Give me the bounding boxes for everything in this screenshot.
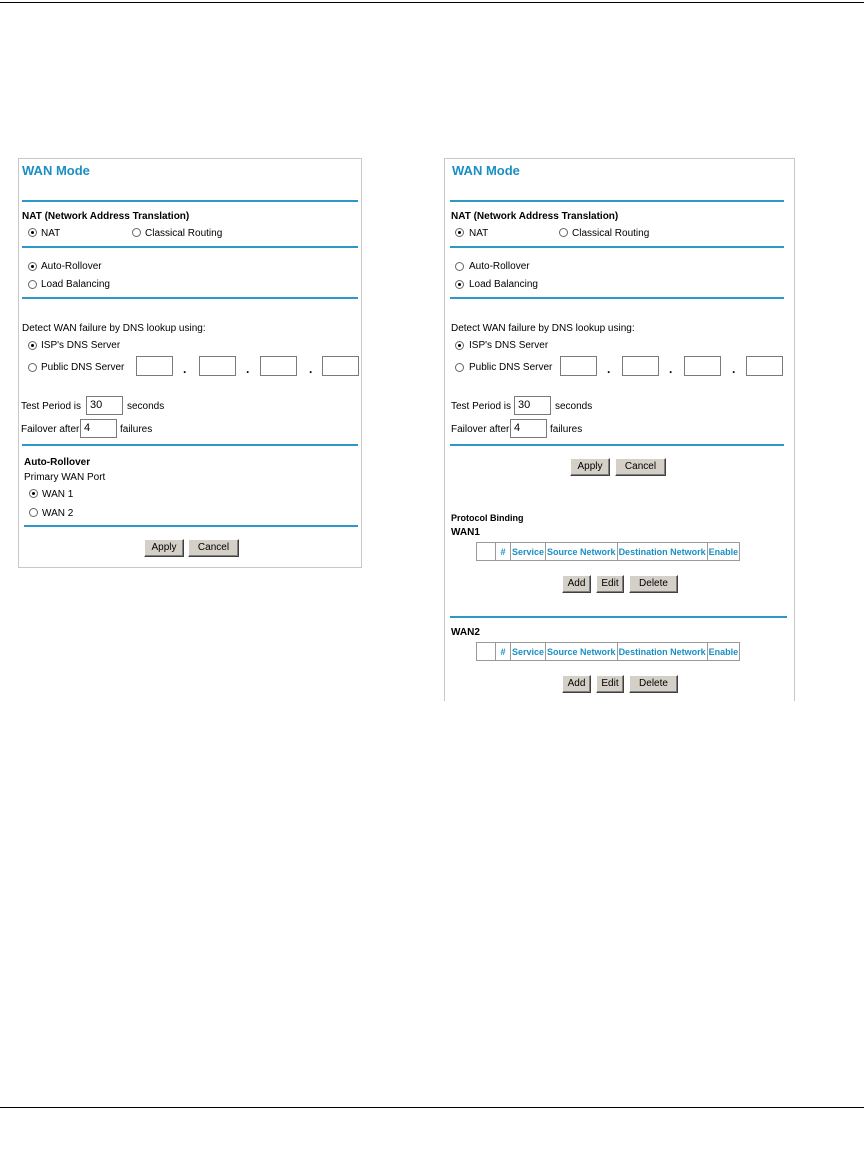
apply-button[interactable]: Apply bbox=[144, 539, 184, 557]
wan2-binding-table bbox=[476, 642, 740, 661]
failover-input[interactable]: 4 bbox=[80, 419, 117, 438]
load-balancing-label: Load Balancing bbox=[41, 279, 110, 290]
failures-label: failures bbox=[550, 424, 583, 435]
seconds-label: seconds bbox=[127, 401, 165, 412]
ip-separator: . bbox=[309, 362, 313, 376]
divider bbox=[450, 444, 784, 446]
protocol-binding-heading: Protocol Binding bbox=[451, 513, 524, 523]
nat-radio-label: NAT bbox=[41, 228, 61, 239]
divider bbox=[450, 246, 784, 248]
auto-rollover-label: Auto-Rollover bbox=[469, 261, 530, 272]
wan2-add-button[interactable]: Add bbox=[562, 675, 591, 693]
select-column-header bbox=[477, 543, 496, 561]
auto-rollover-heading: Auto-Rollover bbox=[24, 457, 91, 468]
page-title: WAN Mode bbox=[452, 163, 520, 178]
public-dns-octet-2-input[interactable] bbox=[199, 356, 236, 376]
failures-label: failures bbox=[120, 424, 153, 435]
wan1-add-button[interactable]: Add bbox=[562, 575, 591, 593]
wan2-delete-button[interactable]: Delete bbox=[629, 675, 678, 693]
public-dns-octet-3-input[interactable] bbox=[260, 356, 297, 376]
primary-wan1-radio[interactable] bbox=[29, 489, 38, 498]
wan1-edit-button[interactable]: Edit bbox=[596, 575, 624, 593]
auto-rollover-radio[interactable] bbox=[28, 262, 37, 271]
cancel-button[interactable]: Cancel bbox=[188, 539, 239, 557]
wan1-heading: WAN1 bbox=[451, 527, 480, 538]
apply-button[interactable]: Apply bbox=[570, 458, 610, 476]
wan1-delete-button[interactable]: Delete bbox=[629, 575, 678, 593]
isp-dns-radio[interactable] bbox=[28, 341, 37, 350]
destination-network-column-header: Destination Network bbox=[617, 643, 707, 661]
source-network-column-header: Source Network bbox=[546, 643, 618, 661]
divider bbox=[450, 616, 787, 618]
nat-heading: NAT (Network Address Translation) bbox=[451, 211, 619, 222]
classical-routing-radio[interactable] bbox=[132, 228, 141, 237]
classical-routing-label: Classical Routing bbox=[572, 228, 650, 239]
isp-dns-label: ISP's DNS Server bbox=[41, 340, 121, 351]
enable-column-header: Enable bbox=[707, 643, 740, 661]
page-title: WAN Mode bbox=[22, 163, 90, 178]
divider bbox=[22, 200, 358, 202]
test-period-label: Test Period is bbox=[21, 401, 82, 412]
failover-label: Failover after bbox=[451, 424, 510, 435]
test-period-label: Test Period is bbox=[451, 401, 512, 412]
divider bbox=[450, 297, 784, 299]
number-column-header: # bbox=[496, 643, 511, 661]
wan2-heading: WAN2 bbox=[451, 627, 480, 638]
load-balancing-radio[interactable] bbox=[28, 280, 37, 289]
primary-wan2-label: WAN 2 bbox=[42, 508, 74, 519]
select-column-header bbox=[477, 643, 496, 661]
public-dns-radio[interactable] bbox=[28, 363, 37, 372]
destination-network-column-header: Destination Network bbox=[617, 543, 707, 561]
failover-label: Failover after bbox=[21, 424, 80, 435]
ip-separator: . bbox=[669, 362, 673, 376]
load-balancing-label: Load Balancing bbox=[469, 279, 538, 290]
divider bbox=[450, 200, 784, 202]
service-column-header: Service bbox=[511, 643, 546, 661]
load-balancing-radio[interactable] bbox=[455, 280, 464, 289]
test-period-input[interactable]: 30 bbox=[514, 396, 551, 415]
public-dns-radio[interactable] bbox=[455, 363, 464, 372]
auto-rollover-radio[interactable] bbox=[455, 262, 464, 271]
primary-wan1-label: WAN 1 bbox=[42, 489, 74, 500]
isp-dns-label: ISP's DNS Server bbox=[469, 340, 549, 351]
divider bbox=[22, 297, 358, 299]
nat-radio[interactable] bbox=[28, 228, 37, 237]
auto-rollover-label: Auto-Rollover bbox=[41, 261, 102, 272]
wan1-binding-table bbox=[476, 542, 740, 561]
public-dns-octet-3-input[interactable] bbox=[684, 356, 721, 376]
failover-input[interactable]: 4 bbox=[510, 419, 547, 438]
detect-wan-failure-label: Detect WAN failure by DNS lookup using: bbox=[22, 323, 206, 334]
nat-heading: NAT (Network Address Translation) bbox=[22, 211, 190, 222]
primary-wan-port-label: Primary WAN Port bbox=[24, 472, 106, 483]
public-dns-octet-1-input[interactable] bbox=[560, 356, 597, 376]
wan-mode-panel-auto-rollover bbox=[18, 158, 362, 568]
service-column-header: Service bbox=[511, 543, 546, 561]
cancel-button[interactable]: Cancel bbox=[615, 458, 666, 476]
enable-column-header: Enable bbox=[707, 543, 740, 561]
top-page-rule bbox=[0, 2, 864, 3]
divider bbox=[24, 525, 358, 527]
seconds-label: seconds bbox=[555, 401, 593, 412]
divider bbox=[22, 246, 358, 248]
number-column-header: # bbox=[496, 543, 511, 561]
isp-dns-radio[interactable] bbox=[455, 341, 464, 350]
public-dns-octet-1-input[interactable] bbox=[136, 356, 173, 376]
wan2-edit-button[interactable]: Edit bbox=[596, 675, 624, 693]
classical-routing-radio[interactable] bbox=[559, 228, 568, 237]
nat-radio[interactable] bbox=[455, 228, 464, 237]
classical-routing-label: Classical Routing bbox=[145, 228, 223, 239]
ip-separator: . bbox=[183, 362, 187, 376]
detect-wan-failure-label: Detect WAN failure by DNS lookup using: bbox=[451, 323, 635, 334]
ip-separator: . bbox=[732, 362, 736, 376]
ip-separator: . bbox=[607, 362, 611, 376]
nat-radio-label: NAT bbox=[469, 228, 489, 239]
public-dns-label: Public DNS Server bbox=[41, 362, 125, 373]
primary-wan2-radio[interactable] bbox=[29, 508, 38, 517]
wan-mode-panel-load-balancing bbox=[444, 158, 795, 701]
public-dns-octet-4-input[interactable] bbox=[746, 356, 783, 376]
divider bbox=[22, 444, 358, 446]
test-period-input[interactable]: 30 bbox=[86, 396, 123, 415]
ip-separator: . bbox=[246, 362, 250, 376]
public-dns-octet-4-input[interactable] bbox=[322, 356, 359, 376]
public-dns-label: Public DNS Server bbox=[469, 362, 553, 373]
source-network-column-header: Source Network bbox=[546, 543, 618, 561]
public-dns-octet-2-input[interactable] bbox=[622, 356, 659, 376]
bottom-page-rule bbox=[0, 1107, 864, 1108]
